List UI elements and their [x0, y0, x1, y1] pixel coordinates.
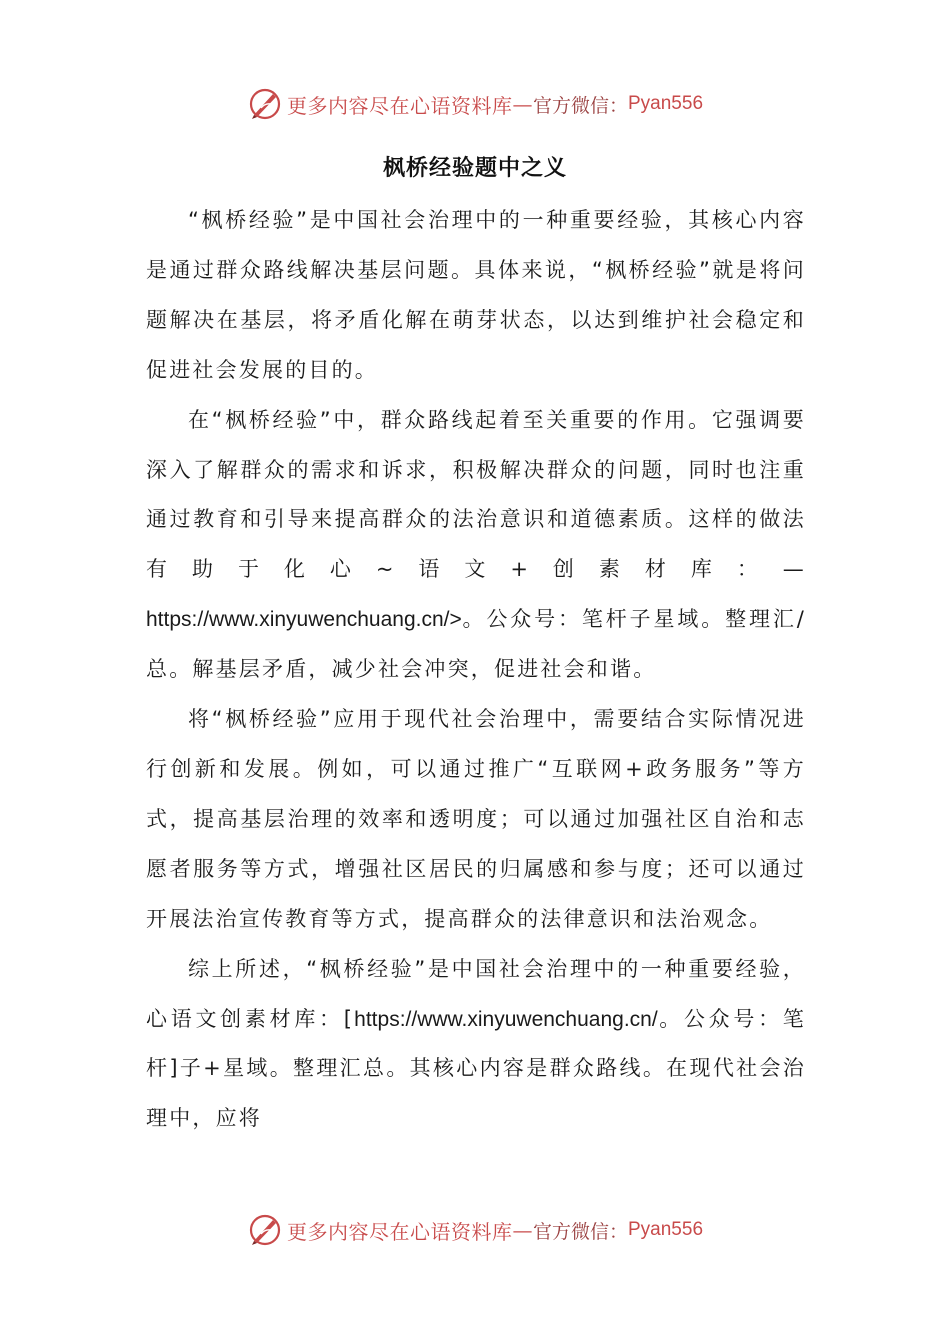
document-body	[146, 196, 806, 1144]
header-watermark-banner	[0, 82, 950, 126]
paragraph-text: 综上所述，“枫桥经验”是中国社会治理中的一种重要经验，心语文创素材库：[	[146, 956, 806, 1031]
url-text: https://www.xinyuwenchuang.cn/	[354, 1007, 658, 1031]
document-title: 枫桥经验题中之义	[382, 156, 567, 181]
banner-wechat-id: Pyan556	[628, 1219, 704, 1240]
paragraph-text: 将“枫桥经验”应用于现代社会治理中，需要结合实际情况进行创新和发展。例如，可以通过推广“互联网+政务服务”等方式，提高基层治理的效率和透明度；可以通过加强社区自治和志愿者服务等方式，增强社区居民的归属感和参与度；还可以通过开展法治宣传教育等方式，提高群众的法律意识和法治观念。	[146, 707, 806, 931]
url-text: https://www.xinyuwenchuang.cn/>	[146, 608, 462, 632]
paragraph-text: “枫桥经验”是中国社会治理中的一种重要经验，其核心内容是通过群众路线解决基层问题。具体来说，“枫桥经验”就是将问题解决在基层，将矛盾化解在萌芽状态，以达到维护社会稳定和促进社会发展的目的。	[146, 208, 806, 382]
banner-dash: —	[512, 92, 533, 116]
paragraph-text: 在“枫桥经验”中，群众路线起着至关重要的作用。它强调要深入了解群众的需求和诉求，积极解决群众的问题，同时也注重通过教育和引导来提高群众的法治意识和道德素质。这样的做法有助于化心~语文+创素材库：—	[146, 407, 806, 582]
paragraph-3	[146, 695, 806, 945]
banner-wechat-label: 官方微信：	[532, 94, 628, 117]
banner-wechat-label: 官方微信：	[532, 1220, 628, 1243]
pen-logo-icon	[247, 86, 283, 122]
banner-wechat-id: Pyan556	[628, 93, 704, 114]
banner-dash: —	[512, 1218, 533, 1242]
paragraph-text: 。公众号：笔杆]子+星域。整理汇总。其核心内容是群众路线。在现代社会治理中，应将	[146, 1006, 806, 1131]
paragraph-4	[146, 945, 806, 1145]
banner-site-text: 更多内容尽在心语资料库	[286, 93, 513, 118]
paragraph-2	[146, 396, 806, 695]
pen-logo-icon	[247, 1212, 283, 1248]
banner-site-text: 更多内容尽在心语资料库	[286, 1219, 513, 1244]
footer-watermark-banner	[0, 1208, 950, 1252]
paragraph-text: 。公众号：笔杆子星域。整理汇/总。解基层矛盾，减少社会冲突，促进社会和谐。	[146, 607, 806, 682]
paragraph-1	[146, 196, 806, 396]
